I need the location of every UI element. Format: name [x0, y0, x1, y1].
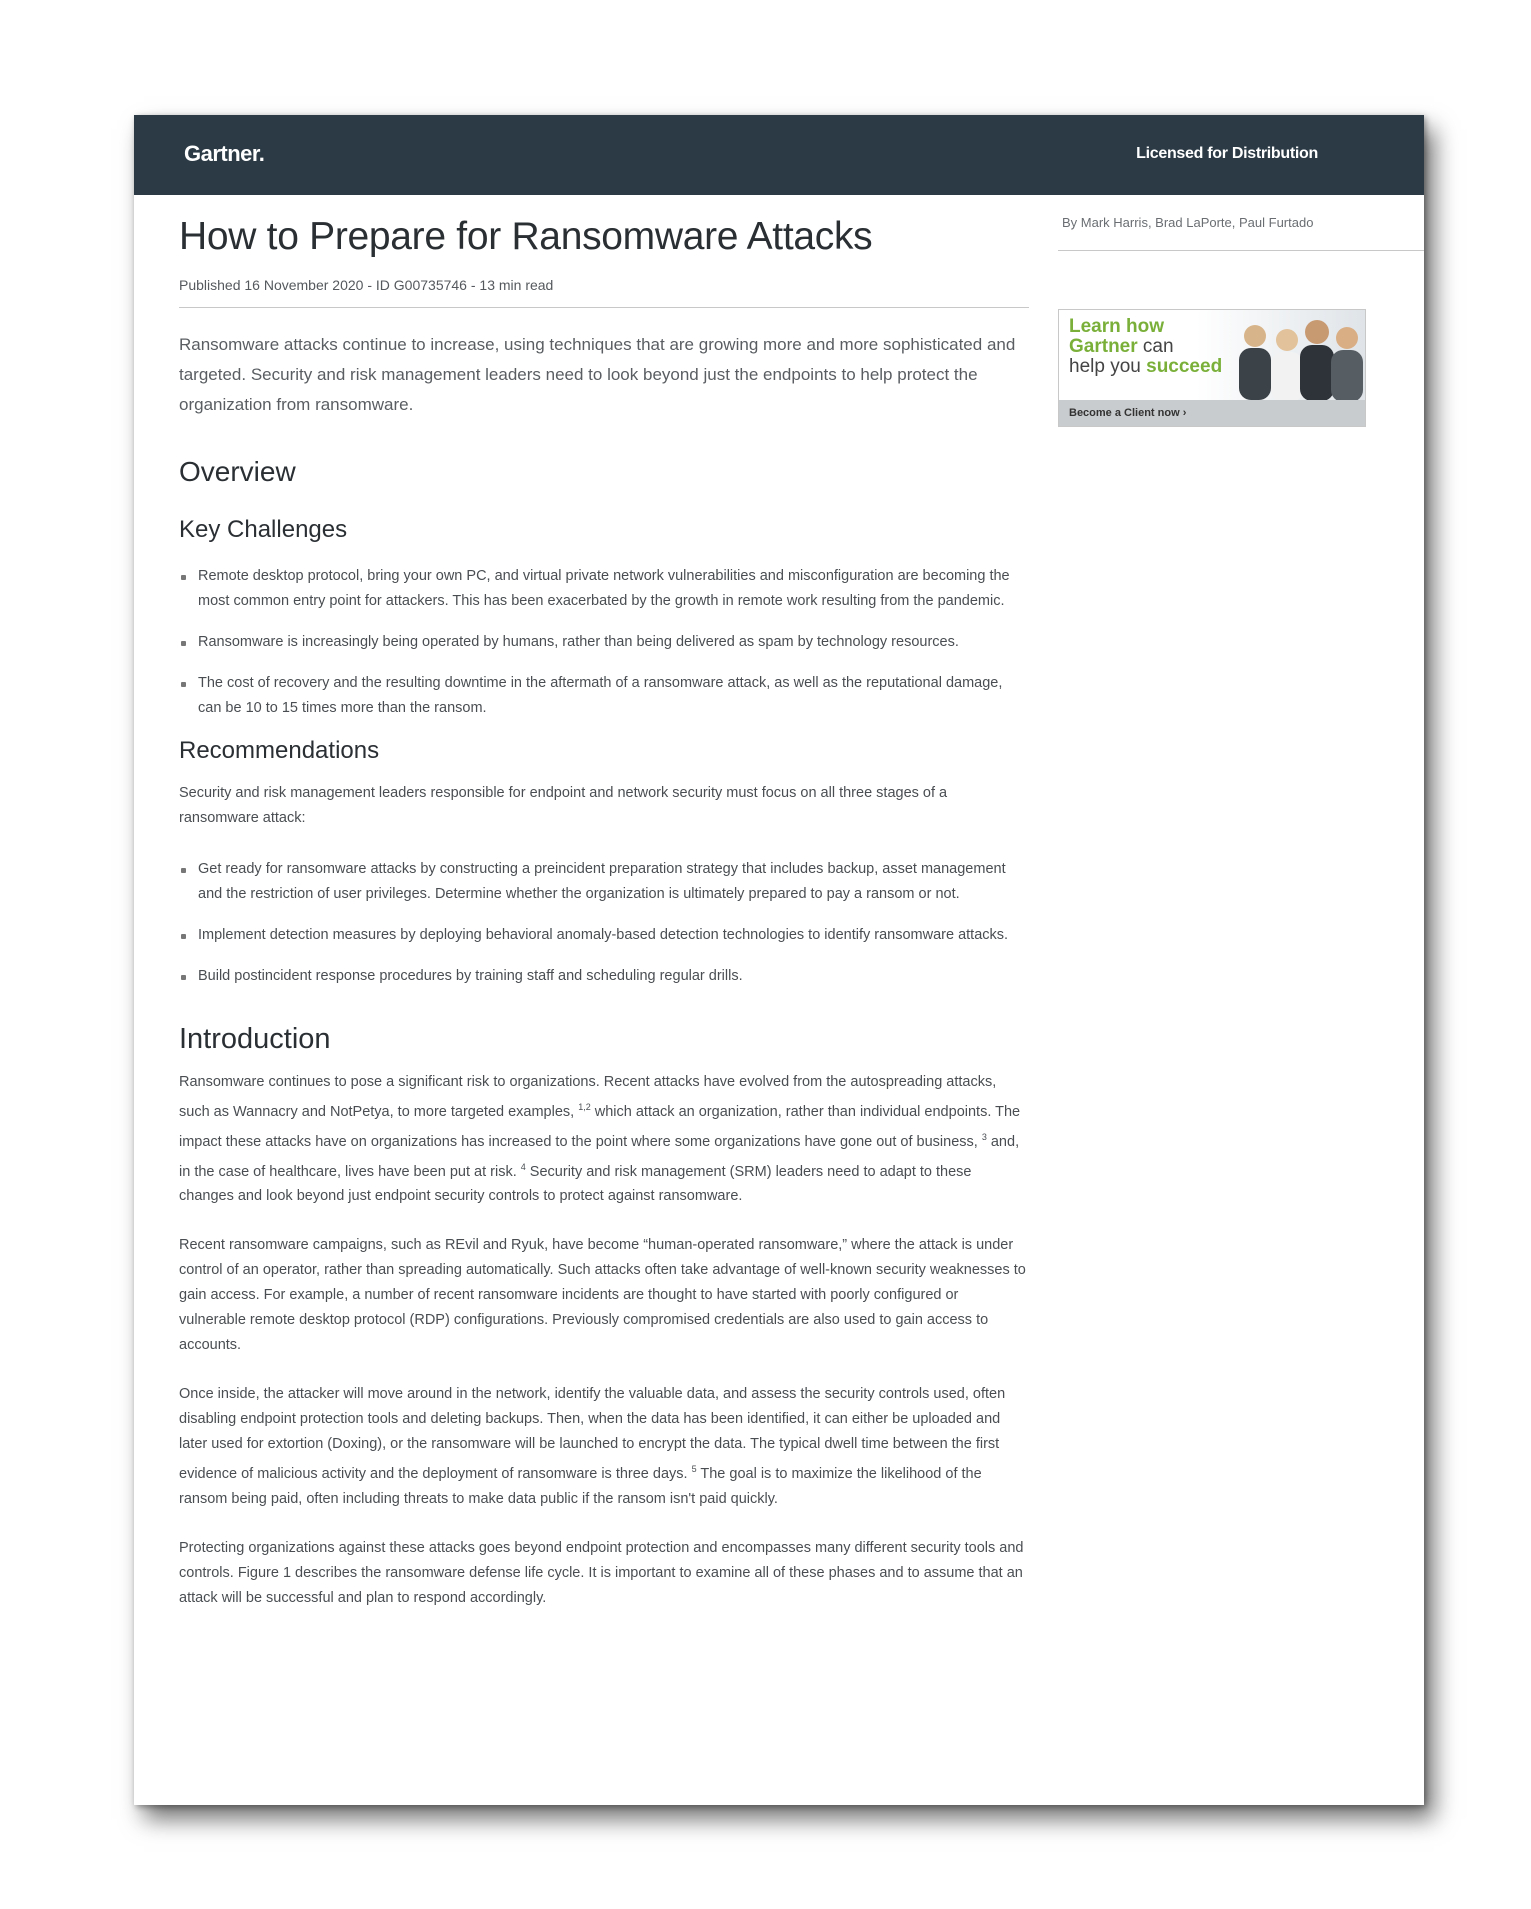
- intro-paragraph-1: [179, 1070, 1029, 1209]
- gartner-logo[interactable]: Gartner.: [184, 141, 265, 166]
- bullet-icon: [181, 682, 186, 687]
- authors-byline: By Mark Harris, Brad LaPorte, Paul Furtado: [1058, 215, 1424, 251]
- become-client-link[interactable]: Become a Client now ›: [1059, 400, 1365, 426]
- intro-paragraph-4: Protecting organizations against these attacks goes beyond endpoint protection and encompasses many different security tools and controls. Figure 1 describes the ransomware defense life cycle. It is important to examine all of these phases and to assume that an attack will be successful and plan to respond accordingly.: [179, 1540, 1024, 1607]
- publish-meta: Published 16 November 2020 - ID G00735746 - 13 min read: [179, 277, 1029, 308]
- key-challenges-heading: Key Challenges: [179, 516, 348, 543]
- page-title: How to Prepare for Ransomware Attacks: [179, 215, 873, 258]
- license-label: Licensed for Distribution: [1136, 145, 1318, 162]
- intro-text: The goal is to maximize the likelihood of the ransom being paid, often including threats to make data public if the ransom isn't paid quickly.: [179, 1466, 982, 1508]
- list-item-text: Remote desktop protocol, bring your own PC, and virtual private network vulnerabilities and misconfiguration are becoming the most common entry point for attackers. This has been exacerbated by the growth in remote work resulting from the pandemic.: [198, 568, 1010, 609]
- list-item-text: Ransomware is increasingly being operated by humans, rather than being delivered as spam by technology resources.: [198, 634, 959, 650]
- ad-brand: Gartner: [1069, 336, 1138, 357]
- bullet-icon: [181, 641, 186, 646]
- intro-text: which attack an organization, rather than individual endpoints. The impact these attacks have on organizations has increased to the point where some organizations have gone out of business,: [179, 1103, 1021, 1150]
- bullet-icon: [181, 934, 186, 939]
- list-item: [179, 564, 1029, 614]
- list-item: [179, 671, 1029, 721]
- bullet-icon: [181, 975, 186, 980]
- intro-paragraph-3: [179, 1382, 1029, 1512]
- bullet-icon: [181, 868, 186, 873]
- ad-headline-2: [1069, 336, 1174, 358]
- footnote-ref[interactable]: 4: [520, 1161, 526, 1172]
- list-item-text: Build postincident response procedures by training staff and scheduling regular drills.: [198, 968, 743, 984]
- list-item-text: The cost of recovery and the resulting downtime in the aftermath of a ransomware attack, as well as the reputational damage, can be 10 to 15 times more than the ransom.: [198, 675, 1003, 716]
- footnote-ref[interactable]: 3: [981, 1131, 987, 1142]
- key-challenges-list: [179, 564, 1029, 721]
- article-summary: Ransomware attacks continue to increase, using techniques that are growing more and more sophisticated and targeted. Security and risk management leaders need to look beyond just the endpoints to help protect the organization from ransomware.: [179, 335, 1016, 414]
- bullet-icon: [181, 575, 186, 580]
- ad-text: help you: [1069, 356, 1147, 377]
- overview-heading: Overview: [179, 456, 296, 487]
- list-item: [179, 630, 1029, 655]
- header-bar: [134, 115, 1424, 195]
- intro-paragraph-2: Recent ransomware campaigns, such as REvil and Ryuk, have become “human-operated ransomware,” where the attack is under control of an operator, rather than spreading automatically. Such attacks often take advantage of well-known security weaknesses to gain access. For example, a number of recent ransomware incidents are thought to have started with poorly configured or vulnerable remote desktop protocol (RDP) configurations. Previously compromised credentials are also used to gain access to accounts.: [179, 1237, 1026, 1354]
- list-item: [179, 857, 1029, 907]
- introduction-heading: Introduction: [179, 1023, 331, 1055]
- ad-headline-3: [1069, 356, 1222, 378]
- recommendations-list: [179, 857, 1029, 989]
- list-item: [179, 964, 1029, 989]
- intro-text: Once inside, the attacker will move around in the network, identify the valuable data, and assess the security controls used, often disabling endpoint protection tools and deleting backups. Then, when the data has been identified, it can either be uploaded and later used for extortion (Doxing), or the ransomware will be launched to encrypt the data. The typical dwell time between the first evidence of malicious activity and the deployment of ransomware is three days.: [179, 1386, 1006, 1483]
- recommendations-intro: Security and risk management leaders responsible for endpoint and network security must focus on all three stages of a ransomware attack:: [179, 785, 948, 826]
- list-item-text: Implement detection measures by deploying behavioral anomaly-based detection technologies to identify ransomware attacks.: [198, 927, 1009, 943]
- client-ad-banner[interactable]: [1058, 309, 1366, 427]
- footnote-ref[interactable]: 1,2: [578, 1102, 591, 1112]
- ad-text: can: [1137, 336, 1174, 357]
- sidebar: [1058, 215, 1424, 427]
- list-item-text: Get ready for ransomware attacks by constructing a preincident preparation strategy that includes backup, asset management and the restriction of user privileges. Determine whether the organization is ultimately prepared to pay a ransom or not.: [198, 861, 1006, 902]
- article-main: [179, 215, 1029, 1635]
- ad-highlight: succeed: [1146, 356, 1223, 377]
- intro-text: Security and risk management (SRM) leaders need to adapt to these changes and look beyond just endpoint security controls to protect against ransomware.: [179, 1163, 972, 1205]
- intro-text: Ransomware continues to pose a significant risk to organizations. Recent attacks have evolved from the autospreading attacks, such as Wannacry and NotPetya, to more targeted examples,: [179, 1074, 997, 1120]
- intro-text: and, in the case of healthcare, lives have been put at risk.: [179, 1133, 1020, 1180]
- list-item: [179, 923, 1029, 948]
- ad-headline-1: Learn how: [1069, 316, 1165, 337]
- footnote-ref[interactable]: 5: [691, 1464, 697, 1475]
- document-page: [134, 115, 1424, 1805]
- recommendations-heading: Recommendations: [179, 737, 380, 764]
